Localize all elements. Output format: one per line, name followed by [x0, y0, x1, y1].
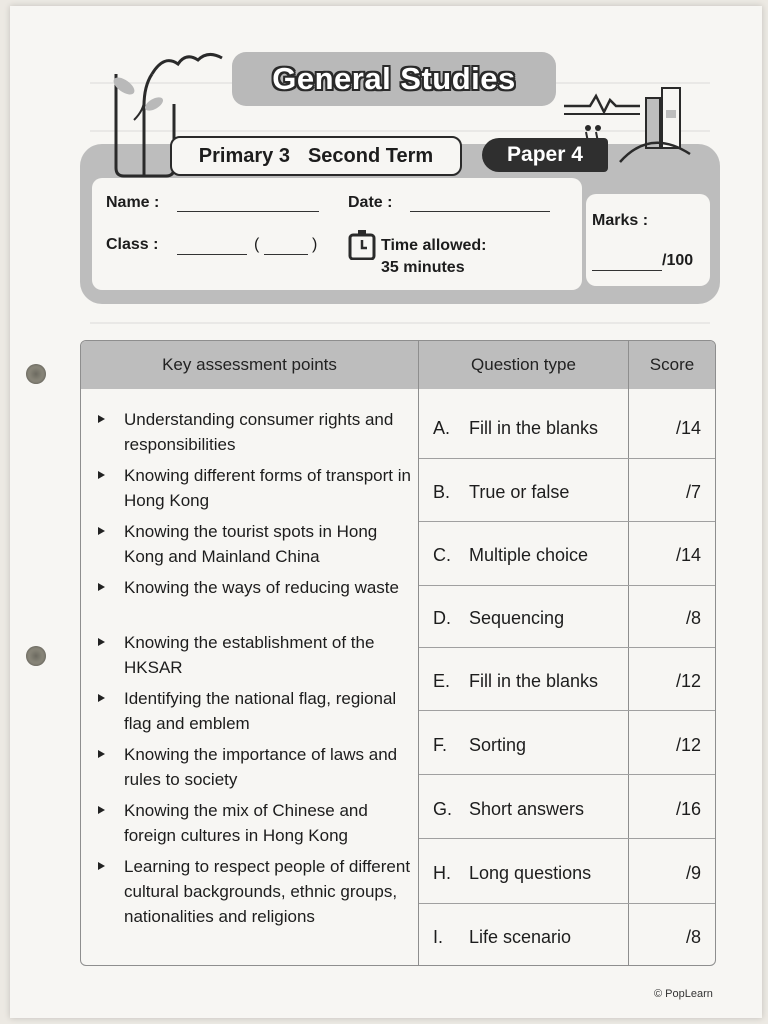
- header-key-points: Key assessment points: [81, 341, 418, 389]
- grade-term-pill: [170, 136, 462, 176]
- question-type: Fill in the blanks: [469, 418, 599, 438]
- list-item: Identifying the national flag, regional flag and emblem: [95, 686, 411, 742]
- list-item: Knowing the tourist spots in Hong Kong and Mainland China: [95, 519, 411, 575]
- class-number-open-paren: (: [254, 236, 260, 253]
- question-type: Sequencing: [469, 608, 565, 628]
- question-letter: C.: [433, 545, 451, 565]
- question-score: /12: [675, 671, 701, 691]
- question-letter: B.: [433, 482, 451, 502]
- question-score: /8: [685, 927, 701, 947]
- header-score: Score: [629, 341, 715, 389]
- list-item: Understanding consumer rights and responsibilities: [95, 407, 411, 463]
- header-question-type: Question type: [419, 341, 628, 389]
- question-type: Life scenario: [469, 927, 572, 947]
- question-letter: H.: [433, 863, 451, 883]
- term-label: Second Term: [307, 144, 434, 167]
- list-item: Knowing the establishment of the HKSAR: [95, 630, 411, 686]
- list-item: Knowing the importance of laws and rules to society: [95, 742, 411, 798]
- question-letter: D.: [433, 608, 451, 628]
- question-score: /14: [675, 418, 701, 438]
- class-number-close-paren: ): [312, 236, 318, 253]
- table-row: [419, 713, 715, 775]
- question-type: Short answers: [469, 799, 585, 819]
- time-allowed-label: Time allowed:: [381, 237, 487, 254]
- question-letter: A.: [433, 418, 451, 438]
- question-score: /14: [675, 545, 701, 565]
- question-score: /12: [675, 735, 701, 755]
- table-row: [419, 396, 715, 458]
- question-type: Multiple choice: [469, 545, 589, 565]
- question-score: /16: [675, 799, 701, 819]
- title-banner: [232, 52, 556, 106]
- row-divider: [419, 838, 715, 839]
- time-allowed-value: 35 minutes: [381, 259, 465, 276]
- page-title: General Studies: [272, 61, 516, 96]
- table-row: [419, 649, 715, 711]
- name-label: Name :: [106, 194, 160, 211]
- class-label: Class :: [106, 236, 159, 253]
- question-score: /7: [685, 482, 701, 502]
- row-divider: [419, 647, 715, 648]
- question-score: /9: [685, 863, 701, 883]
- student-info-panel: [92, 178, 582, 290]
- question-type: Sorting: [469, 735, 527, 755]
- question-score: /8: [685, 608, 701, 628]
- table-row: [419, 841, 715, 903]
- stopwatch-icon: [348, 230, 376, 260]
- key-points-list: [95, 407, 411, 929]
- class-field[interactable]: [177, 254, 247, 255]
- table-row: [419, 460, 715, 522]
- row-divider: [419, 458, 715, 459]
- row-divider: [419, 710, 715, 711]
- date-field[interactable]: [410, 211, 550, 212]
- row-divider: [419, 521, 715, 522]
- paper-number-badge: Paper 4: [482, 138, 608, 172]
- list-item: Knowing different forms of transport in Hong Kong: [95, 463, 411, 519]
- table-row: [419, 905, 715, 966]
- marks-panel: [586, 194, 710, 286]
- question-letter: F.: [433, 735, 448, 755]
- class-number-field[interactable]: [264, 254, 308, 255]
- question-type: Long questions: [469, 863, 592, 883]
- row-divider: [419, 903, 715, 904]
- list-item: Knowing the mix of Chinese and foreign cultures in Hong Kong: [95, 798, 411, 854]
- assessment-table: [80, 340, 716, 966]
- marks-total: /100: [662, 252, 694, 269]
- table-row: [419, 586, 715, 648]
- row-divider: [419, 774, 715, 775]
- table-row: [419, 777, 715, 839]
- date-label: Date :: [348, 194, 393, 211]
- question-letter: E.: [433, 671, 451, 691]
- list-item: Knowing the ways of reducing waste: [95, 575, 411, 630]
- table-row: [419, 523, 715, 585]
- marks-label: Marks :: [592, 212, 649, 229]
- marks-field[interactable]: [592, 270, 662, 271]
- name-field[interactable]: [177, 211, 319, 212]
- question-letter: G.: [433, 799, 453, 819]
- question-type: Fill in the blanks: [469, 671, 599, 691]
- question-type: True or false: [469, 482, 570, 502]
- question-letter: I.: [433, 927, 444, 947]
- copyright-notice: © PopLearn: [654, 988, 713, 1000]
- binder-hole: [26, 646, 46, 666]
- grade-label: Primary 3: [198, 144, 290, 167]
- list-item: Learning to respect people of different cultural backgrounds, ethnic groups, nationalities and religions: [95, 854, 411, 929]
- binder-hole: [26, 364, 46, 384]
